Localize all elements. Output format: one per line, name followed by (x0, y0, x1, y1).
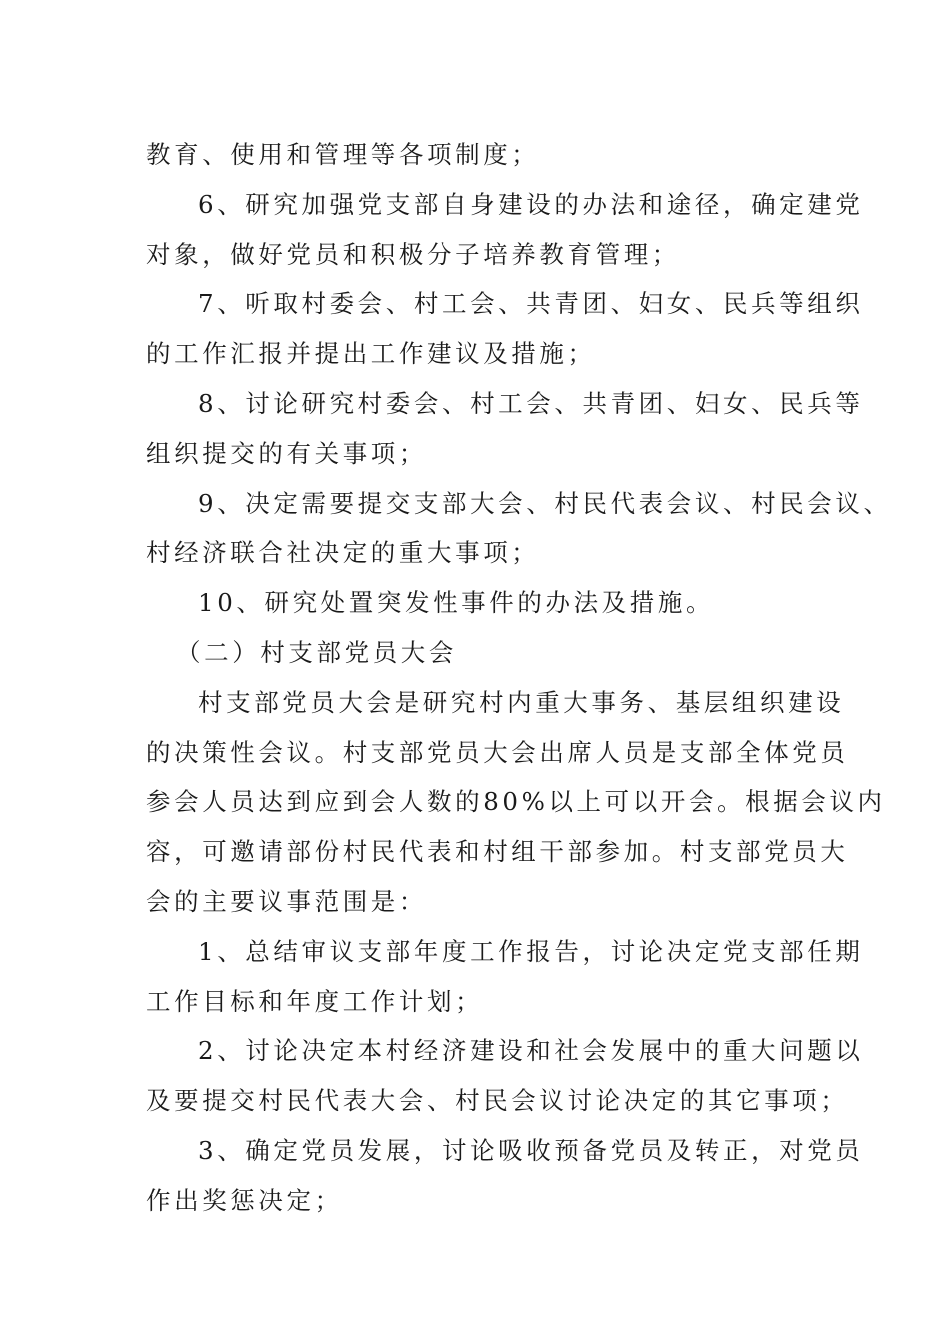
text-line: 的工作汇报并提出工作建议及措施； (146, 339, 596, 369)
text-line: 教育、使用和管理等各项制度； (146, 140, 540, 169)
text-line: 的决策性会议。村支部党员大会出席人员是支部全体党员 (146, 737, 849, 767)
section-heading: （二）村支部党员大会 (176, 637, 457, 667)
text-line: 2、讨论决定本村经济建设和社会发展中的重大问题以 (198, 1036, 864, 1066)
text-line: 7、听取村委会、村工会、共青团、妇女、民兵等组织 (198, 289, 864, 319)
text-line: 8、讨论研究村委会、村工会、共青团、妇女、民兵等 (198, 388, 864, 418)
text-line: 及要提交村民代表大会、村民会议讨论决定的其它事项； (146, 1086, 849, 1116)
text-line: 容，可邀请部份村民代表和村组干部参加。村支部党员大 (146, 837, 849, 867)
text-line: 工作目标和年度工作计划； (146, 986, 484, 1016)
text-line: 会的主要议事范围是： (146, 886, 427, 916)
text-line: 3、确定党员发展，讨论吸收预备党员及转正，对党员 (198, 1135, 864, 1165)
text-line: 村经济联合社决定的重大事项； (146, 538, 540, 568)
text-line: 1、总结审议支部年度工作报告，讨论决定党支部任期 (198, 936, 864, 966)
text-line: 6、研究加强党支部自身建设的办法和途径，确定建党 (198, 189, 864, 219)
text-line: 村支部党员大会是研究村内重大事务、基层组织建设 (198, 687, 845, 717)
text-line: 对象，做好党员和积极分子培养教育管理； (146, 239, 680, 269)
text-line: 9、决定需要提交支部大会、村民代表会议、村民会议、 (198, 488, 892, 518)
text-line: 10、研究处置突发性事件的办法及措施。 (198, 588, 715, 618)
text-line: 作出奖惩决定； (146, 1185, 343, 1215)
text-line: 参会人员达到应到会人数的80%以上可以开会。根据会议内 (146, 787, 886, 817)
text-line: 组织提交的有关事项； (146, 438, 427, 468)
document-body (146, 130, 892, 1226)
